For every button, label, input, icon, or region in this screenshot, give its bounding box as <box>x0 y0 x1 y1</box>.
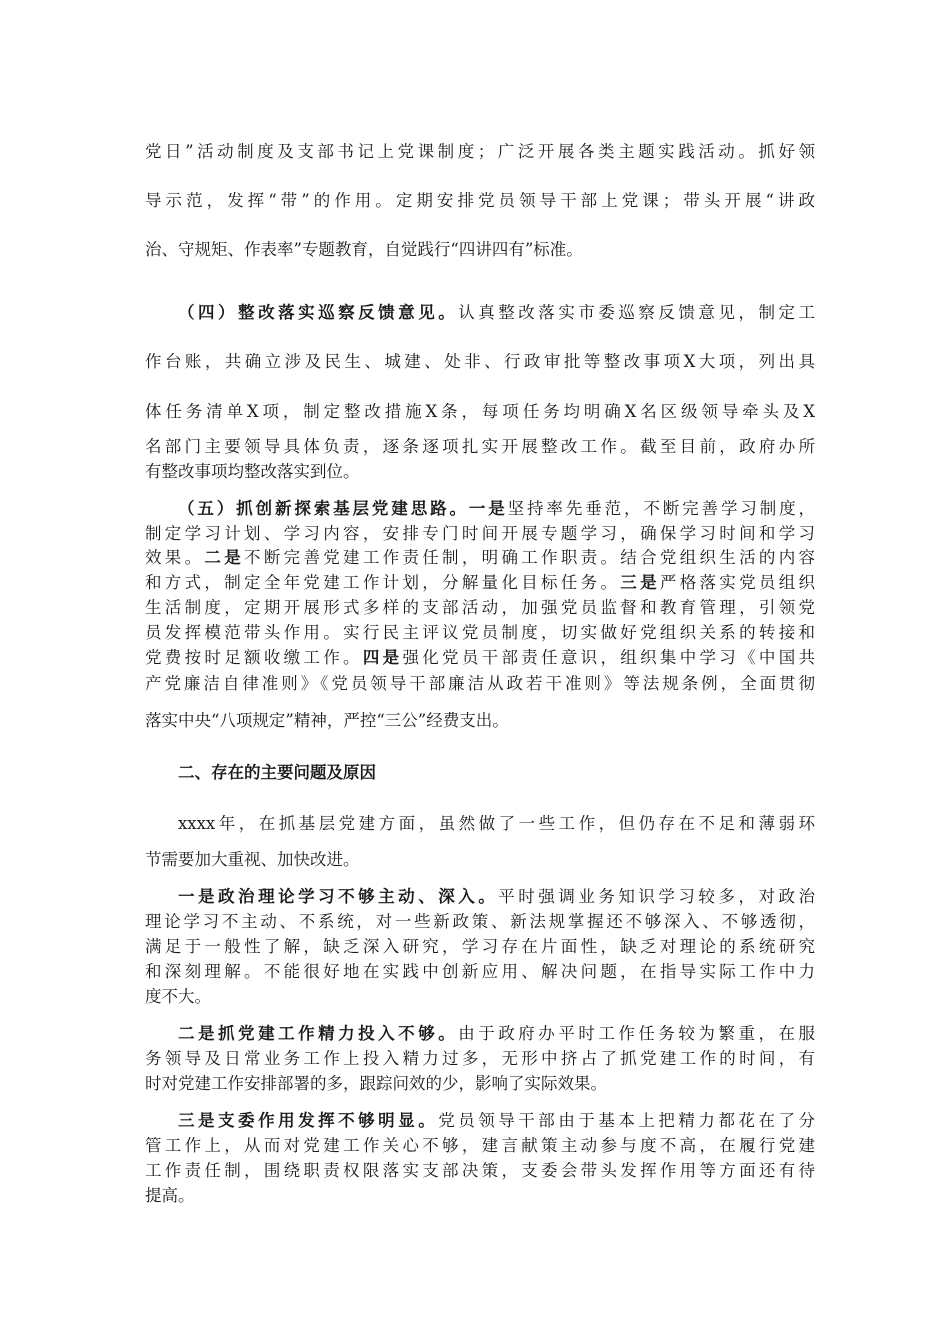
text-line: 体任务清单X项，制定整改措施X条，每项任务均明确X名区级领导牵头及X <box>145 402 815 421</box>
text-line: 度不大。 <box>145 987 211 1006</box>
text-line: 生活制度，定期开展形式多样的支部活动，加强党员监督和教育管理，引领党 <box>145 598 815 617</box>
lead-text: 一是 <box>468 499 508 518</box>
paragraph-5-title: （五）抓创新探索基层党建思路。 <box>178 499 469 518</box>
text-run: 严格落实党员组织 <box>659 573 816 592</box>
problem-3-first-line <box>178 1109 815 1133</box>
text-line: 党日”活动制度及支部书记上党课制度；广泛开展各类主题实践活动。抓好领 <box>145 142 815 161</box>
text-run: 平时强调业务知识学习较多，对政治 <box>498 887 816 906</box>
text-line <box>145 571 815 595</box>
text-run: 由于政府办平时工作任务较为繁重，在服 <box>458 1024 816 1043</box>
text-line: 时对党建工作安排部署的多，跟踪问效的少，影响了实际效果。 <box>145 1074 607 1093</box>
lead-text: 三是 <box>620 573 660 592</box>
text-line: 节需要加大重视、加快改进。 <box>145 850 360 869</box>
problem-2-first-line <box>178 1022 815 1046</box>
text-line: 作台账，共确立涉及民生、城建、处非、行政审批等整改事项X大项，列出具 <box>145 352 815 371</box>
text-line: 和深刻理解。不能很好地在实践中创新应用、解决问题，在指导实际工作中力 <box>145 962 815 981</box>
text-line: 提高。 <box>145 1186 195 1205</box>
text-run: 坚持率先垂范，不断完善学习制度， <box>507 499 815 518</box>
text-line: 制定学习计划、学习内容，安排专门时间开展专题学习，确保学习时间和学习 <box>145 524 815 543</box>
section-2-heading: 二、存在的主要问题及原因 <box>178 763 376 782</box>
text-run: 不断完善党建工作责任制，明确工作职责。结合党组织生活的内容 <box>244 548 816 567</box>
text-line: 务领导及日常业务工作上投入精力过多，无形中挤占了抓党建工作的时间，有 <box>145 1049 815 1068</box>
text-run: 认真整改落实市委巡察反馈意见，制定工 <box>458 303 816 322</box>
text-run: 和方式，制定全年党建工作计划，分解量化目标任务。 <box>145 573 621 592</box>
problem-1-first-line <box>178 885 815 909</box>
lead-text: 二是 <box>204 548 245 567</box>
problem-3-title: 三是支委作用发挥不够明显。 <box>178 1111 439 1130</box>
text-run: 强化党员干部责任意识，组织集中学习《中国共 <box>402 648 816 667</box>
text-line: 工作责任制，围绕职责权限落实支部决策，支委会带头发挥作用等方面还有待 <box>145 1161 815 1180</box>
text-line: 员发挥模范带头作用。实行民主评议党员制度，切实做好党组织关系的转接和 <box>145 623 815 642</box>
lead-text: 四是 <box>362 648 403 667</box>
paragraph-5-first-line <box>178 497 815 521</box>
text-line: 管工作上，从而对党建工作关心不够，建言献策主动参与度不高，在履行党建 <box>145 1136 815 1155</box>
text-line: 有整改事项均整改落实到位。 <box>145 462 360 481</box>
text-line: 落实中央“八项规定”精神，严控“三公”经费支出。 <box>145 711 509 730</box>
text-line: 理论学习不主动、不系统，对一些新政策、新法规掌握还不够深入、不够透彻， <box>145 912 815 931</box>
text-line: 导示范，发挥“带”的作用。定期安排党员领导干部上党课；带头开展“讲政 <box>145 191 815 210</box>
text-line: 满足于一般性了解，缺乏深入研究，学习存在片面性，缺乏对理论的系统研究 <box>145 937 815 956</box>
text-line: 名部门主要领导具体负责，逐条逐项扎实开展整改工作。截至目前，政府办所 <box>145 437 815 456</box>
text-line <box>145 646 815 670</box>
text-line <box>145 546 815 570</box>
paragraph-4-title: （四）整改落实巡察反馈意见。 <box>178 303 459 322</box>
problem-2-title: 二是抓党建工作精力投入不够。 <box>178 1024 459 1043</box>
text-run: 党费按时足额收缴工作。 <box>145 648 363 667</box>
text-line: xxxx年，在抓基层党建方面，虽然做了一些工作，但仍存在不足和薄弱环 <box>178 814 815 833</box>
text-run: 党员领导干部由于基本上把精力都花在了分 <box>438 1111 816 1130</box>
text-line: 产党廉洁自律准则》《党员领导干部廉洁从政若干准则》等法规条例，全面贯彻 <box>145 674 815 693</box>
problem-1-title: 一是政治理论学习不够主动、深入。 <box>178 887 499 906</box>
text-line: 治、守规矩、作表率”专题教育，自觉践行“四讲四有”标准。 <box>145 240 583 259</box>
text-run: 效果。 <box>145 548 205 567</box>
paragraph-4-first-line <box>178 301 815 325</box>
